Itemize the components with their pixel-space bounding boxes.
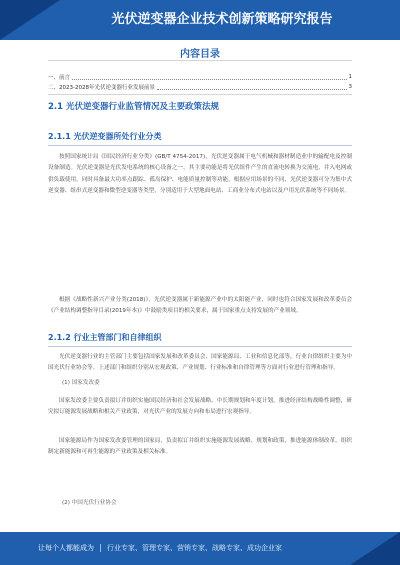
toc-divider [48,60,352,61]
section-heading-2-1: 2.1 光伏逆变器行业监管情况及主要政策法规 [48,102,220,112]
footer-role: 管理专家 [142,544,170,552]
section-heading-2-1-1: 2.1.1 光伏逆变器所处行业分类 [48,132,162,141]
paragraph-industry-classification: 按照国家统计局《国民经济行业分类》(GB/T 4754-2017)，光伏逆变器属于电气机械和器材制造业中的输配电及控制设备制造。光伏逆变器是光伏发电系统的核心设备之一，其主要功能是将光伏组件产生的直流电转换为交流电，并入电网或供负载使用，同时具备最大功率点跟踪、孤岛保护、电能质量控制等功能。根据应用场景的不同，光伏逆变器可分为集中式逆变器、组串式逆变器和微型逆变器等类型，分别适用于大型地面电站、工商业分布式电站以及户用光伏系统等不同场景。 [48,154,352,195]
footer-role: 营销专家 [177,544,205,552]
toc-entry-label: 一、前言 [48,75,71,81]
footer-role: 行业专家 [107,544,135,552]
paragraph-strategic-classification: 根据《战略性新兴产业分类(2018)》，光伏逆变器属于新能源产业中的太阳能产业，同时也符合国家发展和改革委员会《产业结构调整指导目录(2019年本)》中鼓励类项目的相关要求，属于国家重点支持发展的产业领域。 [48,297,352,315]
toc-entry-label: 二、2023-2028年光伏逆变器行业发展前景 [48,85,155,91]
toc-entry-page: 3 [348,84,352,90]
section-divider [48,346,352,347]
paragraph-regulators: 光伏逆变器行业的主管部门主要包括国家发展和改革委员会、国家能源局、工业和信息化部等，行业自律组织主要为中国光伏行业协会等。上述部门和组织分别从宏观政策、产业规划、行业标准和自律管理等方面对行业进行管理和指导。 [48,354,352,372]
footer-accent [350,532,400,565]
report-title: 光伏逆变器企业技术创新策略研究报告 [111,12,333,27]
toc-entry-preface[interactable] [48,72,352,82]
toc-entry-page: 1 [348,74,352,80]
header-accent [0,0,60,40]
section-heading-2-1-2: 2.1.2 行业主管部门和自律组织 [48,333,162,342]
toc-title: 内容目录 [180,49,220,60]
toc-leader [72,75,346,80]
section-divider [48,145,352,146]
subheading-industry-association: (2) 中国光伏行业协会 [62,500,117,506]
subheading-ndrc: (1) 国家发改委 [62,380,100,386]
toc-divider-bottom [48,94,352,95]
toc-leader [157,85,347,90]
footer-separator [100,544,101,552]
footer-slogan: 让每个人都能成为 行业专家、管理专家、营销专家、战略专家、成功企业家 [38,544,282,552]
paragraph-nea: 国家能源局作为国家发改委管理的国家局，负责拟订并组织实施能源发展战略、规划和政策，推进能源体制改革，组织制定新能源和可再生能源的产业政策及相关标准。 [48,438,352,456]
paragraph-ndrc: 国家发改委主要负责拟订并组织实施国民经济和社会发展战略、中长期规划和年度计划，推进经济结构战略性调整，研究拟订能源发展战略和相关产业政策，对光伏产业的发展方向和布局进行宏观指导。 [48,398,352,416]
toc-entry-outlook[interactable] [48,82,352,92]
footer-role: 成功企业家 [247,544,282,552]
footer-role: 战略专家 [212,544,240,552]
footer-lead: 让每个人都能成为 [38,544,94,552]
